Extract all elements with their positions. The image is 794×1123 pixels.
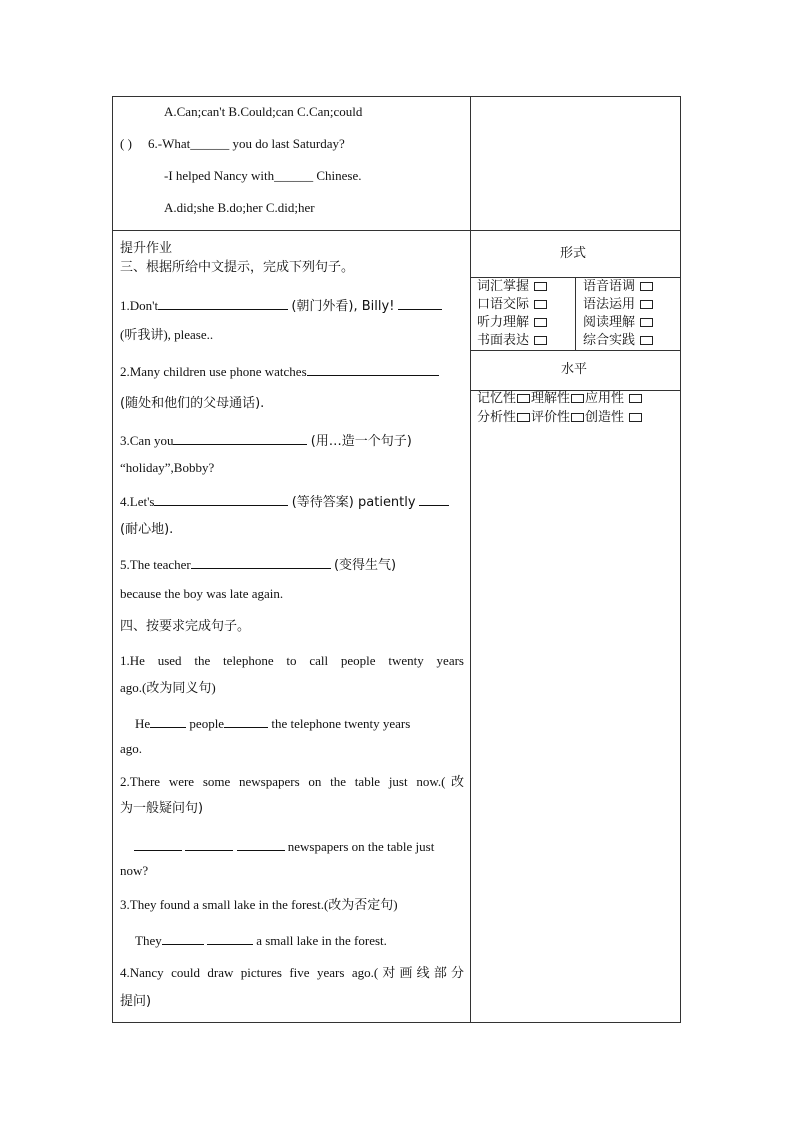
- r1-line-c: [135, 715, 410, 732]
- form-item-speaking: 口语交际: [477, 297, 548, 313]
- form-header: 形式: [560, 246, 587, 261]
- r1-part-people: people: [189, 716, 225, 731]
- sentence-3-line-1: [120, 432, 412, 450]
- answer-blank[interactable]: [158, 297, 288, 310]
- sentence-5-line-1: [120, 556, 396, 574]
- checkbox[interactable]: [640, 300, 653, 309]
- row-divider: [113, 230, 680, 231]
- level-row-2: 分析性 评价性 创造性: [477, 410, 643, 426]
- r3-part-rest: a small lake in the forest.: [256, 933, 387, 948]
- s1-part-c: (听我讲), please..: [120, 327, 214, 342]
- q6-paren: ( ): [120, 136, 132, 151]
- level-header: 水平: [561, 362, 588, 377]
- s4-part-c: (耐心地).: [120, 522, 174, 537]
- checkbox[interactable]: [640, 336, 653, 345]
- checkbox[interactable]: [534, 300, 547, 309]
- checkbox[interactable]: [534, 336, 547, 345]
- checkbox[interactable]: [534, 318, 547, 327]
- sentence-4-line-1: [120, 493, 449, 511]
- s4-part-b: (等待答案) patiently: [291, 495, 416, 510]
- form-item-vocab: 词汇掌握: [477, 279, 548, 295]
- s2-part-b: (随处和他们的父母通话).: [120, 396, 265, 411]
- checkbox[interactable]: [640, 282, 653, 291]
- r2-line-a: 2.There were some newspapers on the table just now.(改: [120, 774, 464, 789]
- form-grid-bottom-divider: [471, 350, 680, 351]
- sentence-1-line-1: [120, 297, 442, 315]
- answer-blank[interactable]: [162, 932, 204, 945]
- checkbox[interactable]: [571, 413, 584, 422]
- s2-part-a: 2.Many children use phone watches: [120, 364, 307, 379]
- sentence-2-line-1: [120, 363, 439, 380]
- form-item-listening: 听力理解: [477, 315, 548, 331]
- checkbox[interactable]: [640, 318, 653, 327]
- checkbox[interactable]: [629, 394, 642, 403]
- s4-part-a: 4.Let's: [120, 494, 155, 509]
- s3-part-c: “holiday”,Bobby?: [120, 460, 215, 475]
- checkbox[interactable]: [534, 282, 547, 291]
- checkbox[interactable]: [517, 394, 530, 403]
- q5-options: A.Can;can't B.Could;can C.Can;could: [164, 104, 363, 119]
- r1-part-rest: the telephone twenty years: [271, 716, 411, 731]
- answer-blank[interactable]: [173, 432, 307, 445]
- answer-blank[interactable]: [224, 715, 268, 728]
- answer-blank[interactable]: [185, 838, 233, 851]
- form-item-writing: 书面表达: [477, 333, 548, 349]
- answer-blank[interactable]: [191, 556, 331, 569]
- r2-line-b: 为一般疑问句): [120, 801, 204, 816]
- level-row-1: 记忆性 理解性 应用性: [477, 391, 643, 407]
- r3-line-a: 3.They found a small lake in the forest.(改为否定句): [120, 897, 398, 912]
- form-item-reading: 阅读理解: [583, 315, 654, 331]
- form-grid-divider: [575, 278, 576, 350]
- q6-options: A.did;she B.do;her C.did;her: [164, 200, 315, 215]
- r1-line-b: ago.(改为同义句): [120, 680, 216, 695]
- r1-part-he: He: [135, 716, 151, 731]
- checkbox[interactable]: [517, 413, 530, 422]
- r4-line-b: 提问): [120, 994, 152, 1009]
- answer-blank[interactable]: [307, 363, 439, 376]
- r3-line-b: [135, 932, 387, 949]
- section4-title: 四、按要求完成句子。: [120, 619, 251, 634]
- r3-part-they: They: [135, 933, 162, 948]
- r2-part-rest: newspapers on the table just: [287, 839, 435, 854]
- answer-blank[interactable]: [134, 838, 182, 851]
- column-divider: [470, 97, 471, 1022]
- answer-blank[interactable]: [207, 932, 253, 945]
- s5-part-b: (变得生气): [333, 558, 397, 573]
- answer-blank[interactable]: [154, 493, 288, 506]
- q6-text: 6.-What______ you do last Saturday?: [148, 136, 345, 151]
- r1-line-a: 1.He used the telephone to call people twenty years: [120, 653, 464, 668]
- answer-blank[interactable]: [419, 493, 449, 506]
- s1-part-a: 1.Don't: [120, 298, 159, 313]
- section3-title: 三、根据所给中文提示，完成下列句子。: [120, 260, 355, 275]
- r4-line-a: 4.Nancy could draw pictures five years ago.(对画线部分: [120, 965, 464, 980]
- s3-part-b: (用…造一个句子): [310, 434, 412, 449]
- q6-answer: -I helped Nancy with______ Chinese.: [164, 168, 362, 183]
- answer-blank[interactable]: [150, 715, 186, 728]
- r2-line-d: now?: [120, 863, 149, 878]
- r2-line-c: [134, 838, 434, 855]
- s3-part-a: 3.Can you: [120, 433, 174, 448]
- form-item-grammar: 语法运用: [583, 297, 654, 313]
- checkbox[interactable]: [629, 413, 642, 422]
- s5-part-c: because the boy was late again.: [120, 586, 284, 601]
- s1-part-b: (朝门外看), Billy!: [291, 299, 395, 314]
- s5-part-a: 5.The teacher: [120, 557, 191, 572]
- answer-blank[interactable]: [237, 838, 285, 851]
- answer-blank[interactable]: [398, 297, 442, 310]
- form-item-pronunciation: 语音语调: [583, 279, 654, 295]
- form-item-practice: 综合实践: [583, 333, 654, 349]
- checkbox[interactable]: [571, 394, 584, 403]
- r1-line-d: ago.: [120, 741, 143, 756]
- improve-title: 提升作业: [120, 241, 173, 256]
